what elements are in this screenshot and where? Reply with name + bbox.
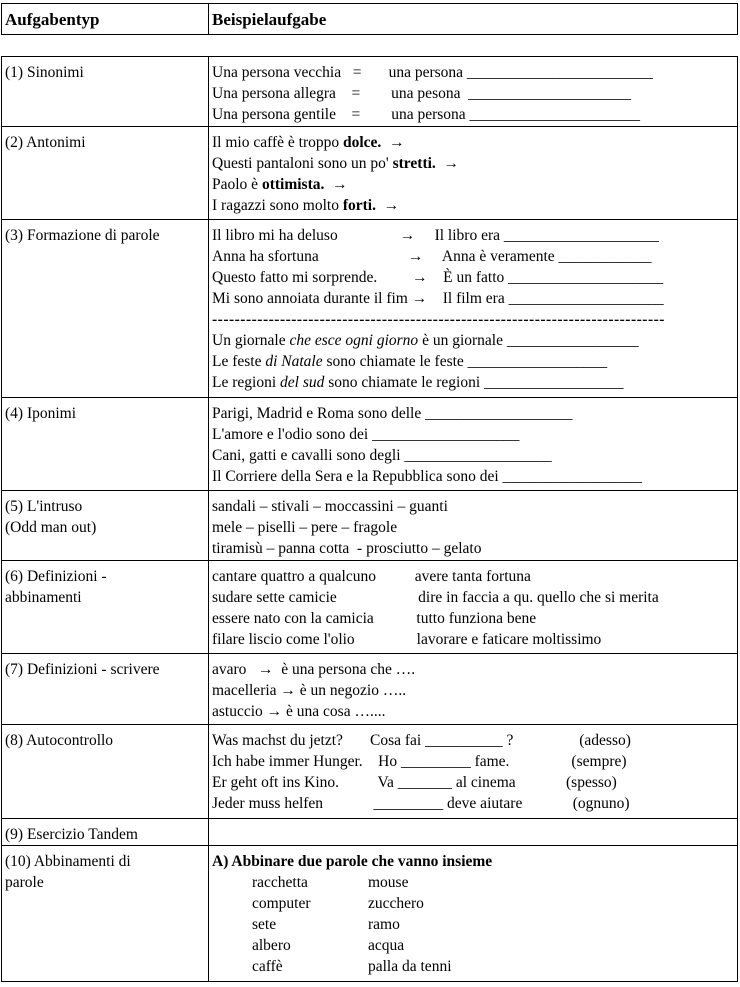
text-line: essere nato con la camicia tutto funziona bene <box>212 610 537 627</box>
text-line <box>212 935 734 956</box>
text-line: parole <box>5 874 44 891</box>
text-line: (2) Antonimi <box>5 134 86 151</box>
table-row <box>2 654 738 725</box>
text-line: astuccio → è una cosa ….... <box>212 703 386 720</box>
text-line: (8) Autocontrollo <box>5 732 114 749</box>
table-row <box>2 220 738 398</box>
row-type <box>2 220 209 398</box>
text-line: sono chiamate le feste __________________ <box>322 353 608 370</box>
text-line: Questi pantaloni sono un po' <box>212 155 393 172</box>
text-line: zucchero <box>368 895 424 912</box>
text-line: → <box>381 134 405 151</box>
text-line: → <box>324 176 348 193</box>
row-example <box>209 819 738 846</box>
table-row <box>2 561 738 654</box>
text-line: Il mio caffè è troppo <box>212 134 343 151</box>
text-line: Er geht oft ins Kino. Va _______ al cinema (spesso) <box>212 774 617 791</box>
text-line: Jeder muss helfen _________ deve aiutare (ognuno) <box>212 795 630 812</box>
text-line: è un giornale _________________ <box>418 332 639 349</box>
exercise-heading: A) Abbinare due parole che vanno insieme <box>212 853 493 870</box>
row-example <box>209 846 738 982</box>
text-line: cantare quattro a qualcuno avere tanta fortuna <box>212 568 531 585</box>
text-line: Una persona allegra = una pesona _____________________ <box>212 85 631 102</box>
text-line <box>212 153 734 174</box>
text-line <box>212 872 734 893</box>
text-line: sono chiamate le regioni __________________ <box>324 374 624 391</box>
text-line: → <box>376 197 400 214</box>
table-row <box>2 127 738 220</box>
text-line: sete <box>252 916 277 933</box>
text-line: (7) Definizioni - scrivere <box>5 661 160 678</box>
text-line: (6) Definizioni - <box>5 568 107 585</box>
row-example <box>209 725 738 819</box>
text-line: di Natale <box>265 353 323 370</box>
text-line: Un giornale <box>212 332 290 349</box>
row-example <box>209 561 738 654</box>
text-line: Parigi, Madrid e Roma sono delle ___________________ <box>212 405 573 422</box>
header-col-type: Aufgabentyp <box>2 4 209 35</box>
row-example <box>209 220 738 398</box>
text-line: Mi sono annoiata durante il fim → Il film era ____________________ <box>212 290 664 307</box>
text-line <box>212 195 734 216</box>
table-row <box>2 819 738 846</box>
text-line: Anna ha sfortuna → Anna è veramente ____________ <box>212 248 652 265</box>
table-row <box>2 491 738 561</box>
text-line: mele – piselli – pere – fragole <box>212 519 398 536</box>
row-example <box>209 398 738 491</box>
text-line: Il libro mi ha deluso → Il libro era ____________________ <box>212 227 659 244</box>
text-line: → <box>435 155 460 172</box>
text-line: acqua <box>368 937 405 954</box>
text-line: (10) Abbinamenti di <box>5 853 131 870</box>
row-type <box>2 491 209 561</box>
row-type <box>2 819 209 846</box>
text-line: L'amore e l'odio sono dei ___________________ <box>212 426 520 443</box>
row-type <box>2 398 209 491</box>
text-line: (Odd man out) <box>5 519 97 536</box>
text-line: forti. <box>342 197 376 214</box>
row-type <box>2 127 209 220</box>
row-example <box>209 57 738 127</box>
row-type <box>2 57 209 127</box>
text-line: dolce. <box>343 134 382 151</box>
text-line: Cani, gatti e cavalli sono degli ___________________ <box>212 447 552 464</box>
text-line: Le regioni <box>212 374 281 391</box>
exercise-table <box>1 56 738 982</box>
row-example <box>209 654 738 725</box>
text-line: palla da tenni <box>368 958 452 975</box>
text-line: caffè <box>252 958 283 975</box>
text-line: sudare sette camicie dire in faccia a qu. quello che si merita <box>212 589 659 606</box>
text-line <box>212 893 734 914</box>
row-type <box>2 561 209 654</box>
text-line: Il Corriere della Sera e la Repubblica sono dei __________________ <box>212 468 643 485</box>
text-line: avaro → è una persona che …. <box>212 661 416 678</box>
table-row <box>2 846 738 982</box>
header-col-example: Beispielaufgabe <box>209 4 738 35</box>
text-line: macelleria → è un negozio ….. <box>212 682 407 699</box>
row-type <box>2 654 209 725</box>
text-line: Le feste <box>212 353 266 370</box>
text-line: Una persona gentile = una persona ______________________ <box>212 106 641 123</box>
text-line: (3) Formazione di parole <box>5 227 160 244</box>
text-line: computer <box>252 895 311 912</box>
text-line: (4) Iponimi <box>5 405 77 422</box>
text-line <box>212 956 734 977</box>
text-line: Una persona vecchia = una persona ________________________ <box>212 64 653 81</box>
text-line: ramo <box>368 916 400 933</box>
text-line: stretti. <box>392 155 436 172</box>
text-line: Was machst du jetzt? Cosa fai __________ ? (adesso) <box>212 732 631 749</box>
row-type <box>2 725 209 819</box>
text-line <box>212 174 734 195</box>
text-line: I ragazzi sono molto <box>212 197 343 214</box>
table-row <box>2 725 738 819</box>
text-line: sandali – stivali – moccassini – guanti <box>212 498 448 515</box>
text-line: Ich habe immer Hunger. Ho _________ fame. (sempre) <box>212 753 627 770</box>
text-line <box>212 372 734 393</box>
text-line: racchetta <box>252 874 308 891</box>
row-example <box>209 491 738 561</box>
text-line: albero <box>252 937 291 954</box>
row-example <box>209 127 738 220</box>
text-line: Questo fatto mi sorprende. → È un fatto ____________________ <box>212 269 664 286</box>
text-line: tiramisù – panna cotta - prosciutto – gelato <box>212 540 482 557</box>
header-table <box>1 3 738 35</box>
text-line: (1) Sinonimi <box>5 64 84 81</box>
table-row <box>2 398 738 491</box>
text-line <box>212 351 734 372</box>
text-line <box>212 914 734 935</box>
table-row <box>2 57 738 127</box>
text-line: del sud <box>280 374 325 391</box>
text-line: ottimista. <box>261 176 325 193</box>
separator-line: -------------------------------------------------------------------------------- <box>212 311 665 328</box>
text-line: filare liscio come l'olio lavorare e faticare moltissimo <box>212 631 602 648</box>
text-line: (9) Esercizio Tandem <box>5 826 138 843</box>
text-line <box>212 132 734 153</box>
text-line: Paolo è <box>212 176 262 193</box>
text-line: mouse <box>368 874 409 891</box>
text-line: abbinamenti <box>5 589 82 606</box>
text-line: (5) L'intruso <box>5 498 83 515</box>
text-line <box>212 330 734 351</box>
text-line: che esce ogni giorno <box>289 332 419 349</box>
row-type <box>2 846 209 982</box>
